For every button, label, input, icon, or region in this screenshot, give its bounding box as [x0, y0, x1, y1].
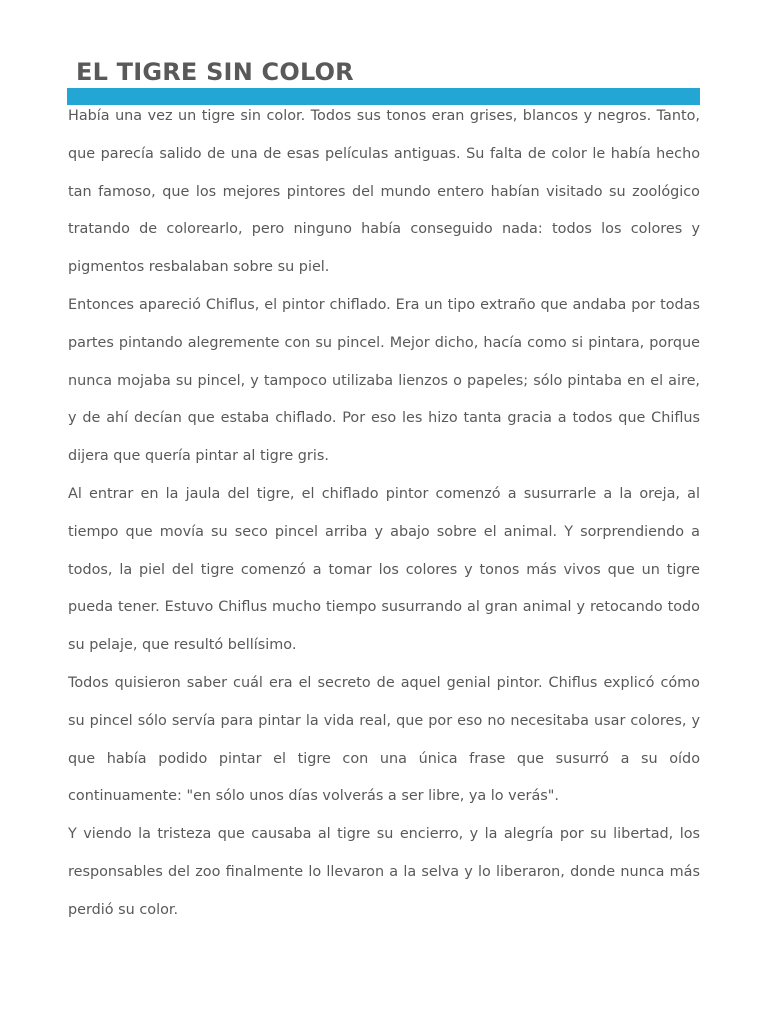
paragraph-5: Y viendo la tristeza que causaba al tigre su encierro, y la alegría por su libertad, los responsables del zoo finalmente lo llevaron a la selva y lo liberaron, donde nunca más perdió su color.: [68, 826, 700, 918]
paragraph-1: Había una vez un tigre sin color. Todos sus tonos eran grises, blancos y negros. Tanto, que parecía salido de una de esas películas antiguas. Su falta de color le había hecho tan famoso, que los mejores pintores del mundo entero habían visitado su zoológico tratando de colorearlo, pero ninguno había conseguido nada: todos los colores y pigmentos resbalaban sobre su piel.: [68, 108, 700, 276]
page-title: EL TIGRE SIN COLOR: [76, 58, 354, 86]
paragraph-4: Todos quisieron saber cuál era el secreto de aquel genial pintor. Chiflus explicó cómo su pincel sólo servía para pintar la vida real, que por eso no necesitaba usar colores, y que había podido pintar el tigre con una única frase que susurró a su oído continuamente: "en sólo unos días volverás a ser libre, ya lo verás".: [68, 674, 700, 805]
story-body: [68, 98, 700, 930]
paragraph-3: Al entrar en la jaula del tigre, el chiflado pintor comenzó a susurrarle a la oreja, al tiempo que movía su seco pincel arriba y abajo sobre el animal. Y sorprendiendo a todos, la piel del tigre comenzó a tomar los colores y tonos más vivos que un tigre pueda tener. Estuvo Chiflus mucho tiempo susurrando al gran animal y retocando todo su pelaje, que resultó bellísimo.: [68, 485, 700, 654]
paragraph-2: Entonces apareció Chiflus, el pintor chiflado. Era un tipo extraño que andaba por todas partes pintando alegremente con su pincel. Mejor dicho, hacía como si pintara, porque nunca mojaba su pincel, y tampoco utilizaba lienzos o papeles; sólo pintaba en el aire, y de ahí decían que estaba chiflado. Por eso les hizo tanta gracia a todos que Chiflus dijera que quería pintar al tigre gris.: [68, 296, 700, 465]
